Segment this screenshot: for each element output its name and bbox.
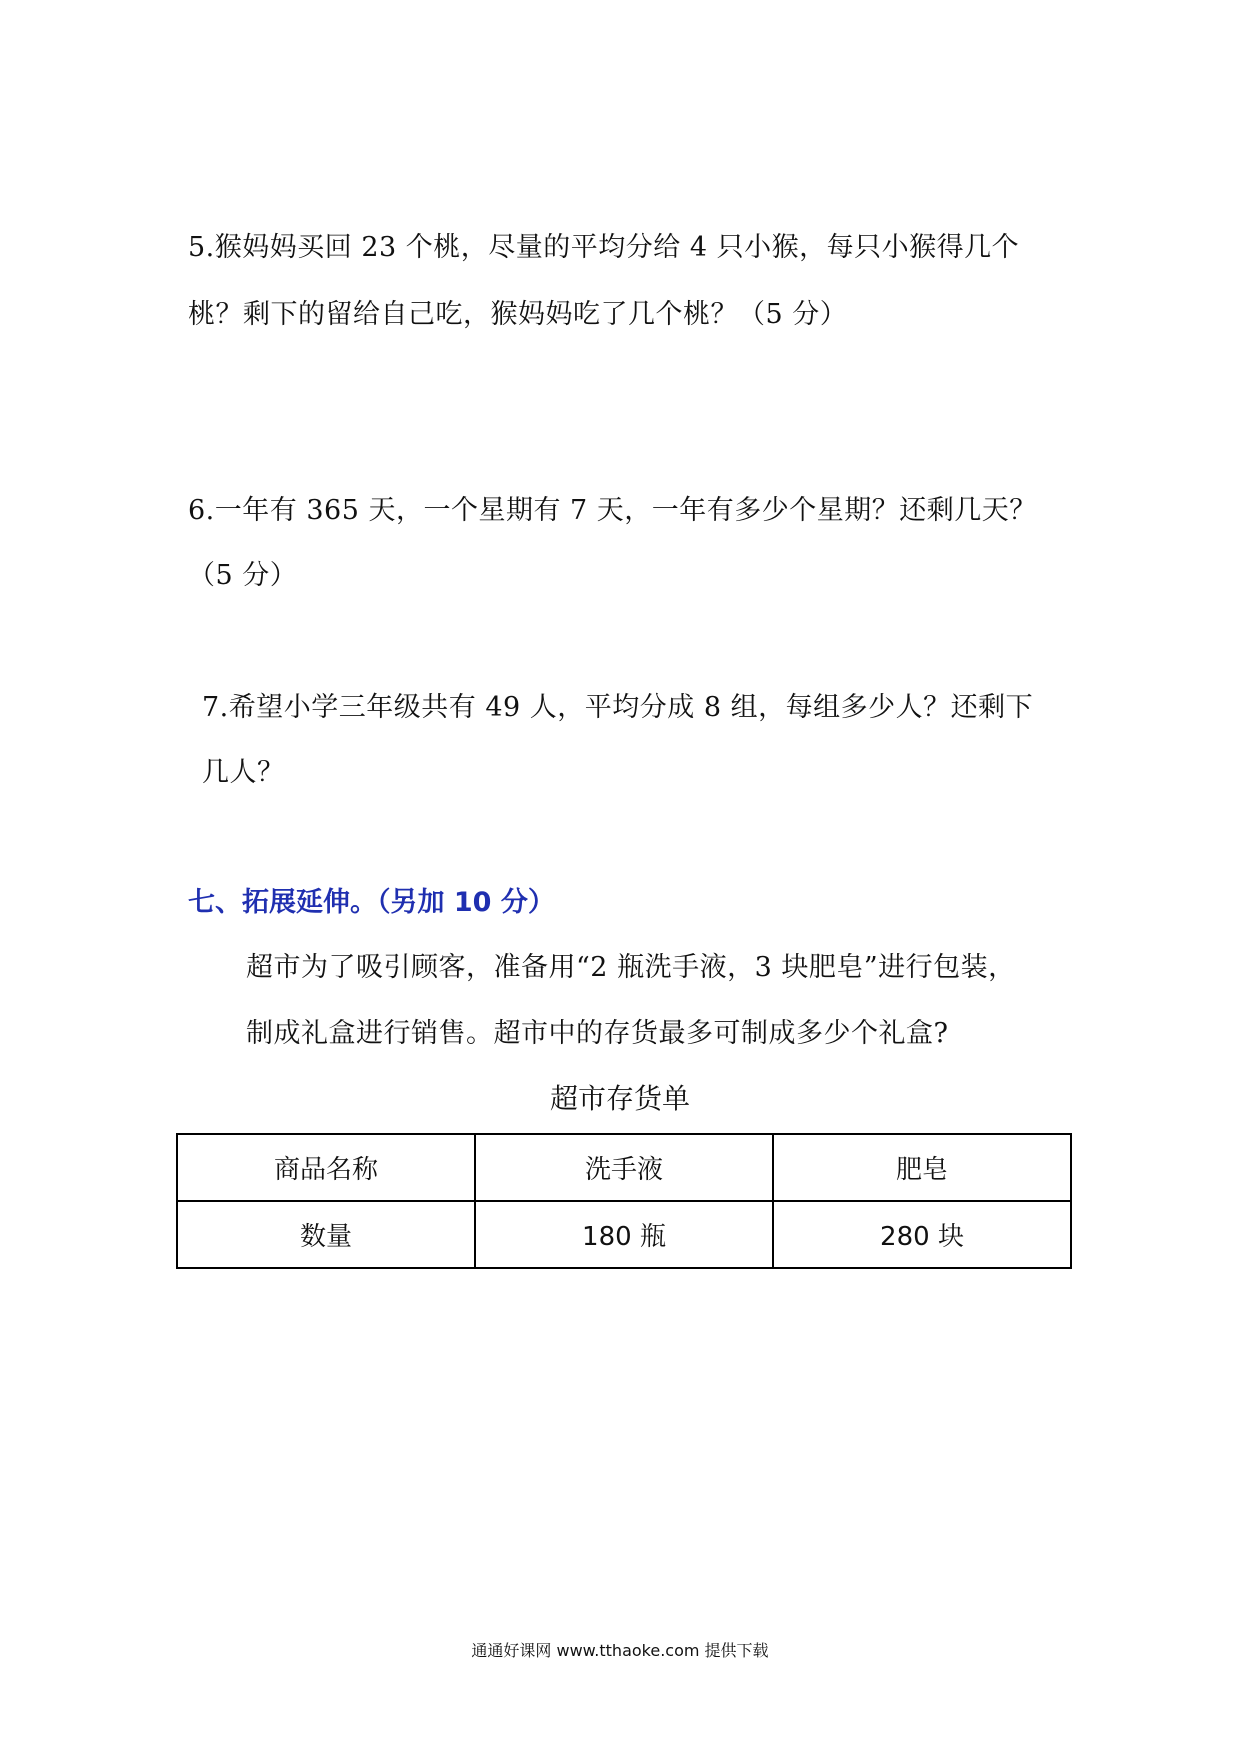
section-seven-line-2: 制成礼盒进行销售。超市中的存货最多可制成多少个礼盒? xyxy=(246,1018,949,1049)
question-7-line-1: 7.希望小学三年级共有 49 人，平均分成 8 组，每组多少人？还剩下 xyxy=(202,692,1034,723)
table-row xyxy=(177,1201,1071,1268)
section-seven-heading: 七、拓展延伸。（另加 10 分） xyxy=(188,887,555,918)
table-cell-handwash-quantity: 180 瓶 xyxy=(475,1201,773,1268)
question-7-line-2: 几人？ xyxy=(202,757,285,788)
table-row xyxy=(177,1134,1071,1201)
question-5-line-2: 桃？剩下的留给自己吃，猴妈妈吃了几个桃？（5 分） xyxy=(188,299,848,330)
page-footer: 通通好课网 www.tthaoke.com 提供下载 xyxy=(471,1641,769,1660)
section-seven-line-1: 超市为了吸引顾客，准备用“2 瓶洗手液，3 块肥皂”进行包装， xyxy=(246,952,1016,983)
question-6-line-2: （5 分） xyxy=(188,560,298,591)
table-cell-soap-quantity: 280 块 xyxy=(773,1201,1071,1268)
table-cell-quantity-label: 数量 xyxy=(177,1201,475,1268)
table-cell-soap-header: 肥皂 xyxy=(773,1134,1071,1201)
question-5-line-1: 5.猴妈妈买回 23 个桃，尽量的平均分给 4 只小猴，每只小猴得几个 xyxy=(188,232,1020,263)
table-cell-item-header: 商品名称 xyxy=(177,1134,475,1201)
inventory-table xyxy=(176,1133,1072,1269)
question-6-line-1: 6.一年有 365 天，一个星期有 7 天，一年有多少个星期？还剩几天？ xyxy=(188,495,1037,526)
table-caption: 超市存货单 xyxy=(549,1082,690,1115)
table-cell-handwash-header: 洗手液 xyxy=(475,1134,773,1201)
